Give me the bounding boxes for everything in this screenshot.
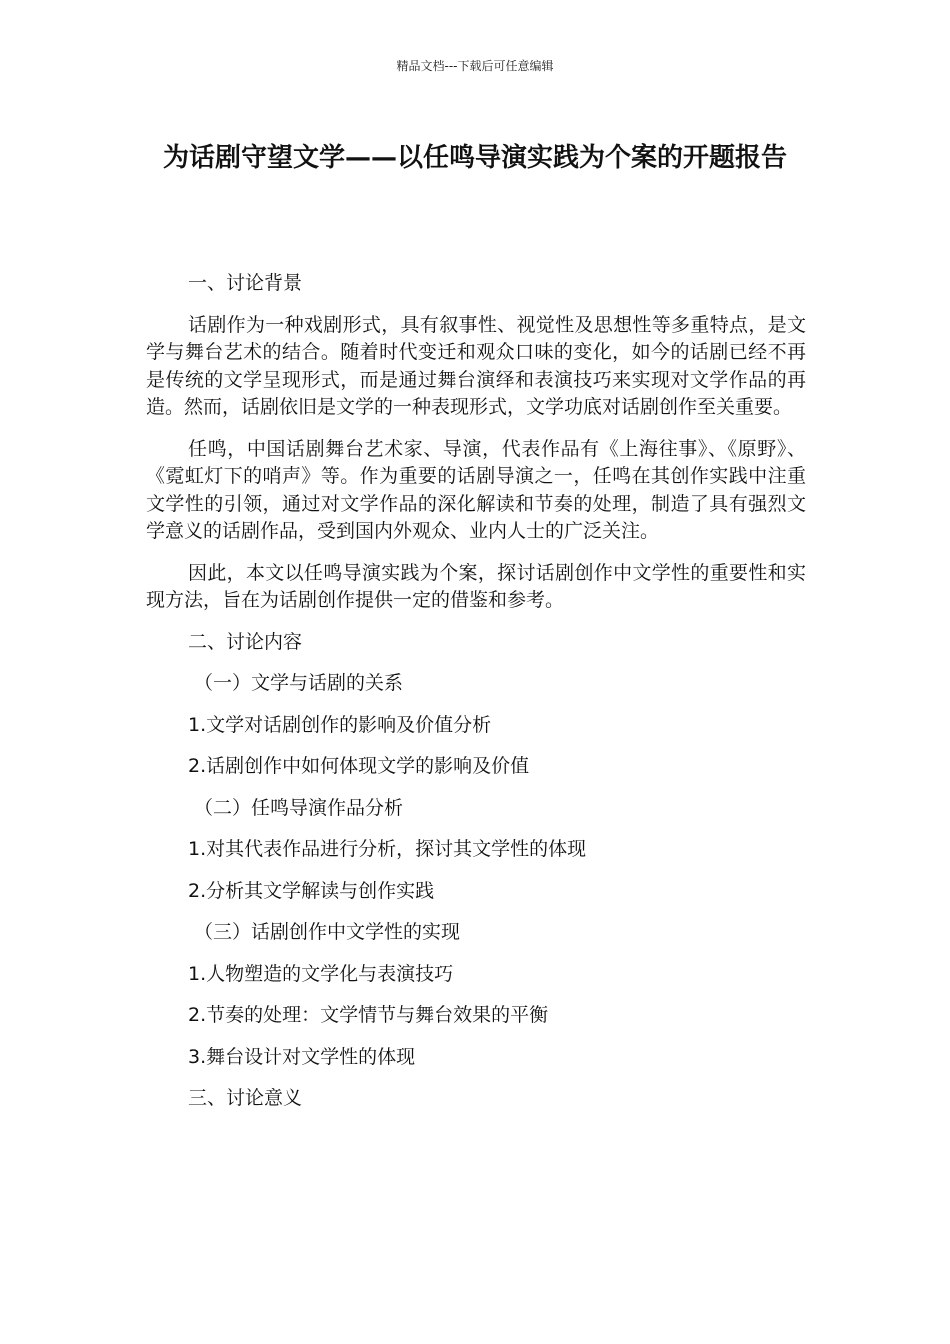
list-item: 2.话剧创作中如何体现文学的影响及价值 (188, 755, 530, 777)
paragraph: 话剧作为一种戏剧形式，具有叙事性、视觉性及思想性等多重特点，是文学与舞台艺术的结合。随着时代变迁和观众口味的变化，如今的话剧已经不再是传统的文学呈现形式，而是通过舞台演绎和表演技巧来实现对文学作品的再造。然而，话剧依旧是文学的一种表现形式，文学功底对话剧创作至关重要。 (146, 313, 806, 418)
section-heading-significance: 三、讨论意义 (188, 1087, 303, 1109)
list-item: 3.舞台设计对文学性的体现 (188, 1045, 416, 1068)
page-header: 精品文档---下载后可任意编辑 (396, 59, 554, 73)
section-heading-background: 一、讨论背景 (188, 272, 303, 294)
list-item: 2.分析其文学解读与创作实践 (188, 879, 435, 902)
paragraph: 任鸣，中国话剧舞台艺术家、导演，代表作品有《上海往事》、《原野》、《霓虹灯下的哨声》等。作为重要的话剧导演之一，任鸣在其创作实践中注重文学性的引领，通过对文学作品的深化解读和节奏的处理，制造了具有强烈文学意义的话剧作品，受到国内外观众、业内人士的广泛关注。 (146, 437, 806, 542)
document-title: 为话剧守望文学——以任鸣导演实践为个案的开题报告 (162, 143, 787, 173)
list-item: 2.节奏的处理：文学情节与舞台效果的平衡 (188, 1004, 549, 1026)
list-item: 1.人物塑造的文学化与表演技巧 (188, 962, 454, 985)
list-item: 1.对其代表作品进行分析，探讨其文学性的体现 (188, 838, 587, 860)
subsection-heading: （一）文学与话剧的关系 (194, 672, 404, 694)
paragraph: 因此，本文以任鸣导演实践为个案，探讨话剧创作中文学性的重要性和实现方法，旨在为话剧创作提供一定的借鉴和参考。 (146, 561, 806, 611)
subsection-heading: （二）任鸣导演作品分析 (194, 796, 404, 819)
document-body (146, 270, 806, 1127)
subsection-heading: （三）话剧创作中文学性的实现 (194, 921, 461, 943)
list-item: 1.文学对话剧创作的影响及价值分析 (188, 713, 492, 736)
section-heading-content: 二、讨论内容 (188, 630, 303, 653)
